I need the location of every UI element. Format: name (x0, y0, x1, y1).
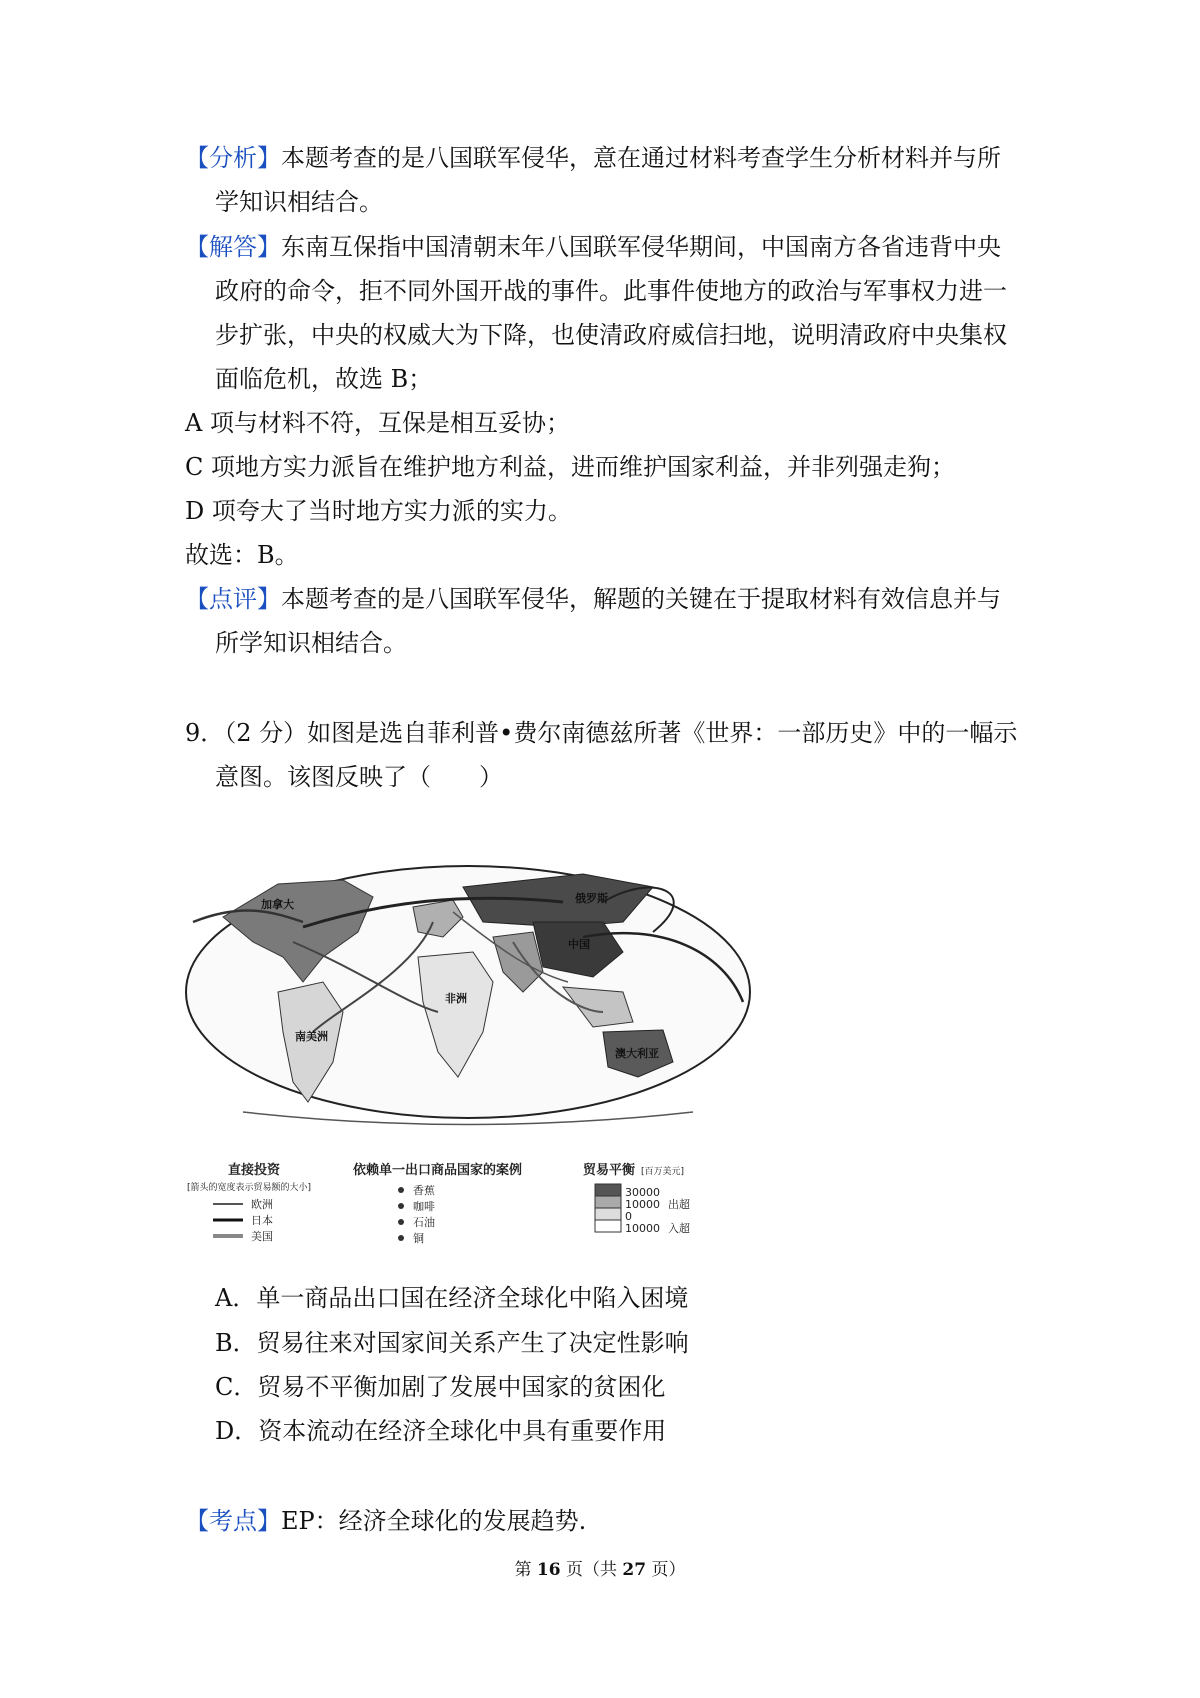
legend-japan: 日本 (251, 1214, 273, 1227)
review-line-1 (185, 584, 1001, 614)
option-b: B．贸易往来对国家间关系产生了决定性影响 (215, 1329, 689, 1357)
analysis-line-1 (185, 143, 1001, 173)
answer-option-c: C 项地方实力派旨在维护地方利益，进而维护国家利益，并非列强走狗； (185, 453, 955, 481)
label-russia: 俄罗斯 (575, 892, 608, 905)
question-9-stem-2: 意图。该图反映了（ ） (215, 763, 503, 791)
page-footer (0, 1555, 1200, 1580)
label-china: 中国 (568, 938, 590, 951)
review-tag: 【点评】 (185, 585, 281, 613)
balance-swatch-4 (595, 1220, 621, 1232)
copper-icon (398, 1235, 404, 1241)
legend-balance-unit: [百万美元] (641, 1167, 685, 1177)
label-africa: 非洲 (445, 992, 467, 1005)
answer-line-1 (185, 232, 1001, 262)
legend-single-export-title: 依赖单一出口商品国家的案例 (353, 1163, 523, 1178)
legend-investment-note: [箭头的宽度表示贸易额的大小] (187, 1183, 312, 1193)
answer-text-3: 步扩张，中央的权威大为下降，也使清政府威信扫地，说明清政府中央集权 (215, 321, 1007, 349)
balance-import-label: 入超 (668, 1222, 690, 1235)
kaodian-tag: 【考点】 (185, 1507, 281, 1535)
legend-coffee: 咖啡 (413, 1200, 435, 1213)
option-c: C．贸易不平衡加剧了发展中国家的贫困化 (215, 1373, 666, 1401)
analysis-text-1: 本题考查的是八国联军侵华，意在通过材料考查学生分析材料并与所 (281, 144, 1001, 172)
kaodian-line (185, 1506, 586, 1536)
legend-europe: 欧洲 (251, 1198, 273, 1211)
balance-value-2: 10000 (625, 1198, 660, 1211)
footer-total-pages: 27 (622, 1560, 647, 1580)
legend-usa: 美国 (251, 1230, 273, 1243)
balance-value-3: 0 (625, 1210, 632, 1223)
balance-value-4: 10000 (625, 1222, 660, 1235)
world-trade-map-figure (183, 862, 760, 1270)
footer-page-number: 16 (536, 1560, 561, 1580)
label-canada: 加拿大 (261, 898, 294, 911)
option-a: A．单一商品出口国在经济全球化中陷入困境 (215, 1284, 689, 1312)
legend-oil: 石油 (413, 1216, 435, 1229)
question-9-stem: 9．（2 分）如图是选自菲利普•费尔南德兹所著《世界：一部历史》中的一幅示 (185, 719, 1018, 747)
option-d: D．资本流动在经济全球化中具有重要作用 (215, 1417, 667, 1445)
balance-export-label: 出超 (668, 1198, 690, 1211)
review-text-1: 本题考查的是八国联军侵华，解题的关键在于提取材料有效信息并与 (281, 585, 1001, 613)
analysis-tag: 【分析】 (185, 144, 281, 172)
balance-swatch-1 (595, 1184, 621, 1196)
answer-text-4: 面临危机，故选 B； (215, 365, 433, 393)
review-text-2: 所学知识相结合。 (215, 629, 407, 657)
answer-option-a: A 项与材料不符，互保是相互妥协； (185, 409, 570, 437)
world-trade-map (183, 862, 760, 1270)
balance-value-1: 30000 (625, 1186, 660, 1199)
answer-option-d: D 项夸大了当时地方实力派的实力。 (185, 497, 572, 525)
analysis-text-2: 学知识相结合。 (215, 188, 383, 216)
footer-prefix: 第 (514, 1560, 537, 1580)
coffee-icon (398, 1203, 404, 1209)
legend-banana: 香蕉 (413, 1184, 435, 1197)
answer-text-1: 东南互保指中国清朝末年八国联军侵华期间，中国南方各省违背中央 (281, 233, 1001, 261)
balance-swatch-3 (595, 1208, 621, 1220)
legend-investment-title: 直接投资 (228, 1163, 281, 1178)
footer-middle: 页（共 (560, 1560, 623, 1580)
label-australia: 澳大利亚 (615, 1047, 659, 1060)
balance-swatch-2 (595, 1196, 621, 1208)
kaodian-text: EP：经济全球化的发展趋势. (281, 1507, 587, 1535)
legend-balance-title: 贸易平衡 (583, 1163, 636, 1178)
banana-icon (398, 1187, 404, 1193)
label-south-america: 南美洲 (295, 1030, 328, 1043)
answer-text-2: 政府的命令，拒不同外国开战的事件。此事件使地方的政治与军事权力进一 (215, 277, 1007, 305)
footer-suffix: 页） (646, 1560, 686, 1580)
oil-icon (398, 1219, 404, 1225)
answer-final: 故选：B。 (185, 541, 299, 569)
answer-tag: 【解答】 (185, 233, 281, 261)
legend-copper: 铜 (413, 1232, 424, 1245)
